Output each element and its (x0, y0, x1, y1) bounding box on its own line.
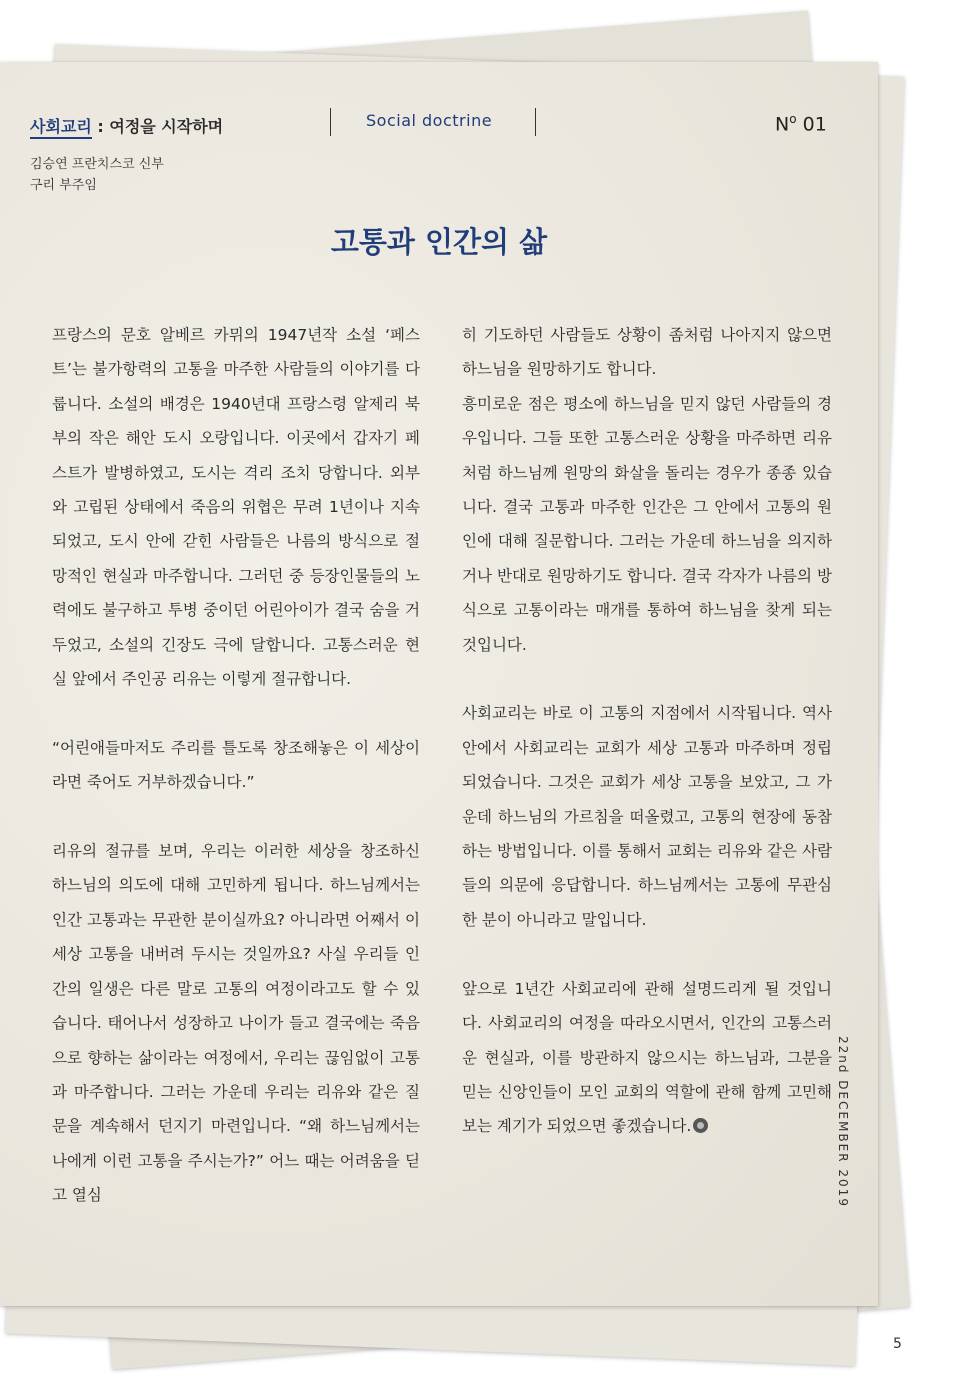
end-mark-icon (693, 1118, 708, 1133)
paragraph: 흥미로운 점은 평소에 하느님을 믿지 않던 사람들의 경우입니다. 그들 또한 고통스러운 상황을 마주하면 리유처럼 하느님께 원망의 화살을 돌리는 경우가 종종 있습니다. 결국 고통과 마주한 인간은 그 안에서 고통의 원인에 대해 질문합니다. 그러는 가운데 하느님을 의지하거나 반대로 원망하기도 합니다. 결국 각자가 나름의 방식으로 고통이라는 매개를 통하여 하느님을 찾게 되는 것입니다. (462, 394, 832, 654)
issue-number: $N^o$ 01 (775, 112, 827, 136)
author-role: 구리 부주임 (30, 178, 97, 193)
article-header (0, 108, 878, 138)
header-divider (535, 108, 536, 136)
author-block (30, 154, 164, 196)
author-name: 김승연 프란치스코 신부 (30, 157, 164, 172)
page-number: 5 (893, 1336, 902, 1352)
right-column (462, 318, 832, 1144)
paragraph: 리유의 절규를 보며, 우리는 이러한 세상을 창조하신 하느님의 의도에 대해 고민하게 됩니다. 하느님께서는 인간 고통과는 무관한 분이실까요? 아니라면 어째서 이 세상 고통을 내버려 두시는 것일까요? 사실 우리들 인간의 일생은 다른 말로 고통의 여정이라고도 할 수 있습니다. 태어나서 성장하고 나이가 들고 결국에는 죽음으로 향하는 삶이라는 여정에서, 우리는 끊임없이 고통과 마주합니다. 그러는 가운데 우리는 리유와 같은 질문을 계속해서 던지기 마련입니다. “왜 하느님께서는 나에게 이런 고통을 주시는가?” 어느 때는 어려움을 딛고 열심 (52, 842, 420, 1205)
section-title-highlight: 사회교리 (30, 117, 92, 139)
section-title (30, 114, 223, 137)
left-column (52, 318, 420, 1213)
header-divider (330, 108, 331, 136)
quote-paragraph: “어린애들마저도 주리를 틀도록 창조해놓은 이 세상이라면 죽어도 거부하겠습니다.” (52, 738, 420, 792)
issue-date: 22nd DECEMBER 2019 (836, 1036, 850, 1208)
paragraph: 프랑스의 문호 알베르 카뮈의 1947년작 소설 ‘페스트’는 불가항력의 고통을 마주한 사람들의 이야기를 다룹니다. 소설의 배경은 1940년대 프랑스령 알제리 북부의 작은 해안 도시 오랑입니다. 이곳에서 갑자기 페스트가 발병하였고, 도시는 격리 조치 당합니다. 외부와 고립된 상태에서 죽음의 위협은 무려 1년이나 지속되었고, 도시 안에 갇힌 사람들은 나름의 방식으로 절망적인 현실과 마주합니다. 그러던 중 등장인물들의 노력에도 불구하고 투병 중이던 어린아이가 결국 숨을 거두었고, 소설의 긴장도 극에 달합니다. 고통스러운 현실 앞에서 주인공 리유는 이렇게 절규합니다. (52, 326, 420, 689)
paragraph-last: 앞으로 1년간 사회교리에 관해 설명드리게 될 것입니다. 사회교리의 여정을 따라오시면서, 인간의 고통스러운 현실과, 이를 방관하지 않으시는 하느님과, 그분을 믿는 신앙인들이 모인 교회의 역할에 관해 함께 고민해보는 계기가 되었으면 좋겠습니다. (462, 979, 832, 1136)
english-section-label: Social doctrine (366, 111, 493, 130)
paragraph: 사회교리는 바로 이 고통의 지점에서 시작됩니다. 역사 안에서 사회교리는 교회가 세상 고통과 마주하며 정립되었습니다. 그것은 교회가 세상 고통을 보았고, 그 가운데 하느님의 가르침을 떠올렸고, 고통의 현장에 동참하는 방법입니다. 이를 통해서 교회는 리유와 같은 사람들의 의문에 응답합니다. 하느님께서는 고통에 무관심한 분이 아니라고 말입니다. (462, 704, 832, 929)
article-title: 고통과 인간의 삶 (330, 225, 548, 259)
paragraph: 히 기도하던 사람들도 상황이 좀처럼 나아지지 않으면 하느님을 원망하기도 합니다. (462, 326, 832, 379)
section-title-rest: : 여정을 시작하며 (91, 117, 224, 136)
